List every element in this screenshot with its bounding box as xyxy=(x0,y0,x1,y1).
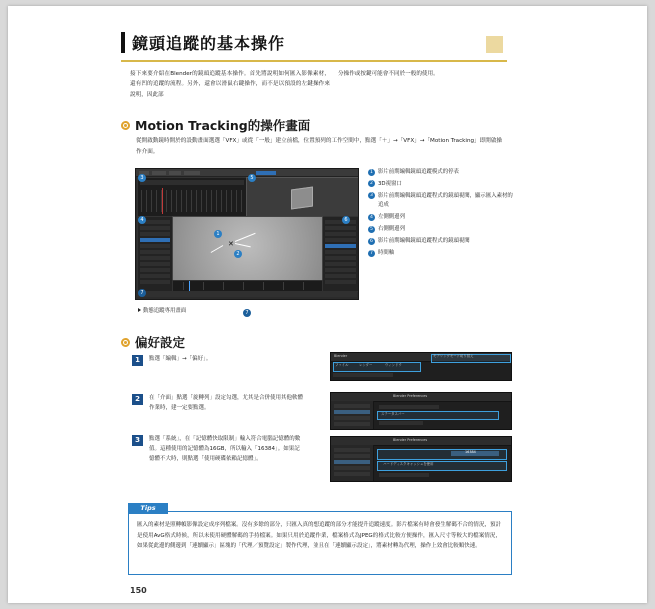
legend-text-4: 左側側邊列 xyxy=(378,214,405,221)
section-heading-text xyxy=(135,116,310,134)
callout-3: 3 xyxy=(138,174,146,182)
step1-menu-file: ファイル xyxy=(335,363,349,367)
step-2-number: 2 xyxy=(132,394,143,405)
legend-item xyxy=(368,192,513,211)
legend-bullet-5: 5 xyxy=(368,226,375,233)
section-heading-pref-text: 偏好設定 xyxy=(135,335,186,350)
legend-item xyxy=(368,168,513,177)
screenshot-menubar xyxy=(136,169,358,177)
step1-menu-render: レンダー xyxy=(359,363,373,367)
callout-7: 7 xyxy=(138,289,146,297)
intro-paragraph-right: 分操作或按鍵可能會不同於一般的使用。 xyxy=(338,71,439,77)
bullet-icon xyxy=(121,121,130,130)
step-2-text: 在「介面」點選「旋轉列」設定勾選，尤其是合併使用其他軟體作業時，建一定要點選。 xyxy=(149,395,304,411)
legend-text-6: 影片前期編輯鏡頭追蹤程式的鏡頭視閱 xyxy=(378,238,470,245)
page-title: 鏡頭追蹤的基本操作 xyxy=(132,34,286,53)
screenshot-right-sidebar xyxy=(322,216,359,292)
step2-highlight-label: ステータスバー xyxy=(381,411,405,416)
legend-bullet-2: 2 xyxy=(368,180,375,187)
legend-item xyxy=(368,237,513,246)
step-2-screenshot xyxy=(330,392,512,430)
step2-sidebar xyxy=(331,401,374,429)
legend-text-5: 右側側邊列 xyxy=(378,226,405,233)
callout-4: 4 xyxy=(138,216,146,224)
step-3-text: 點選「系統」，在「記憶體快取限制」輸入符合電腦記憶體的數值。這種使用的記憶體為16GB，所以輸入「16384」。如果記憶體不大時，則點選「使用硬碟依賴記憶體」。 xyxy=(149,436,301,462)
legend-text-7: 時間軸 xyxy=(378,250,395,257)
callout-7b: 7 xyxy=(243,309,251,317)
book-page xyxy=(8,6,647,603)
step-1-text: 點選「編輯」→「偏好」。 xyxy=(149,356,212,362)
legend-bullet-6: 6 xyxy=(368,238,375,245)
section-heading-preferences xyxy=(121,333,185,351)
step1-highlight xyxy=(333,362,421,372)
step-3-number: 3 xyxy=(132,435,143,446)
callout-6: 6 xyxy=(342,216,350,224)
section-heading-motion-tracking xyxy=(121,116,310,134)
step3-sidebar xyxy=(331,445,374,481)
title-accent-bar xyxy=(121,32,125,53)
section-motion-description: 從開啟動鏡時開於的設動畫面選選「VFX」或從「一般」建立前檔，位置預列的工作空間中，點選「＋」→「VFX」→「Motion Tracking」即開啟操作介面。 xyxy=(136,138,503,155)
tips-body: 匯入的素材是照轉幀影像設定成序列檔案。沒有多餘的部分，只匯入真的想追蹤的部分才能提升追蹤速度。影片檔案有時會發生解碼不合的情況，預計是使用AvG格式時候，所以未使用硬體解碼的手持檔案。如果只用於追蹤作業，檔案格式為JPEG的格式比較方便操作，匯入尺寸等較大的檔案情況，如果從此邊的側邊到「連續顯示」區塊的「代理／預覽設定」製作代理，並且在「連續顯示設定」，將素材轉為代理，操作上效會比較順快速。 xyxy=(137,522,501,550)
step3-memory-value: 16384 xyxy=(465,450,476,455)
screenshot-left-sidebar xyxy=(137,216,173,292)
screenshot-tracking-viewport xyxy=(172,216,323,281)
page-title-block xyxy=(121,30,507,62)
legend-item xyxy=(368,180,513,189)
step1-right-label: モデリングモード切り替え xyxy=(433,354,474,358)
caption-triangle-icon xyxy=(138,308,141,312)
legend-item xyxy=(368,225,513,234)
step1-title-label: Blender xyxy=(334,354,348,358)
legend-text-3: 影片前期編輯鏡頭追蹤程式的鏡頭視閱，顯示匯入素材的追成 xyxy=(378,192,513,209)
step3-checkbox-label: ハードディスクキャッシュを使用 xyxy=(383,462,434,466)
screenshot-cube xyxy=(291,186,313,209)
tips-tag: Tips xyxy=(128,503,168,514)
screenshot-caption xyxy=(138,306,186,314)
screenshot-clip-editor xyxy=(137,177,247,217)
screenshot-legend xyxy=(368,168,513,261)
step1-menu-window: ウィンドウ xyxy=(385,363,402,367)
section-heading-en: Motion Tracking xyxy=(135,118,248,133)
legend-bullet-4: 4 xyxy=(368,214,375,221)
page-number: 150 xyxy=(130,586,147,595)
bullet-icon xyxy=(121,338,130,347)
screenshot-caption-text: 動態追蹤專用畫面 xyxy=(143,308,187,314)
decorative-square xyxy=(486,36,503,53)
legend-bullet-3: 3 xyxy=(368,192,375,199)
intro-paragraph-left: 接下來要介紹在Blender的鏡頭追蹤基本操作。首先將說明如何匯入影像素材，還有凹的追蹤的流程。另外，還會以滑鼠右鍵操作，而不是以預設的左鍵操作來說明，因此部 xyxy=(130,71,330,98)
legend-bullet-7: 7 xyxy=(368,250,375,257)
legend-text-1: 影片前期編輯鏡頭追蹤模式的停表 xyxy=(378,169,459,175)
legend-bullet-1: 1 xyxy=(368,169,375,176)
screenshot-statusbar xyxy=(137,291,357,297)
callout-5: 5 xyxy=(248,174,256,182)
legend-item xyxy=(368,213,513,222)
callout-1: 1 xyxy=(214,230,222,238)
step-1-number: 1 xyxy=(132,355,143,366)
step3-title-label: Blender Preferences xyxy=(393,438,428,442)
step-1-screenshot xyxy=(330,352,512,381)
blender-motion-tracking-screenshot xyxy=(135,168,359,300)
tips-box xyxy=(128,504,512,575)
callout-2: 2 xyxy=(234,250,242,258)
legend-text-2: 3D視窗口 xyxy=(378,180,402,187)
step-3-screenshot xyxy=(330,436,512,482)
step2-title-label: Blender Preferences xyxy=(393,394,428,398)
legend-item xyxy=(368,249,513,258)
section-heading-cjk: 的操作畫面 xyxy=(247,118,311,133)
screenshot-3d-viewport xyxy=(246,177,359,217)
tracking-marker-icon: ✕ xyxy=(228,240,234,248)
